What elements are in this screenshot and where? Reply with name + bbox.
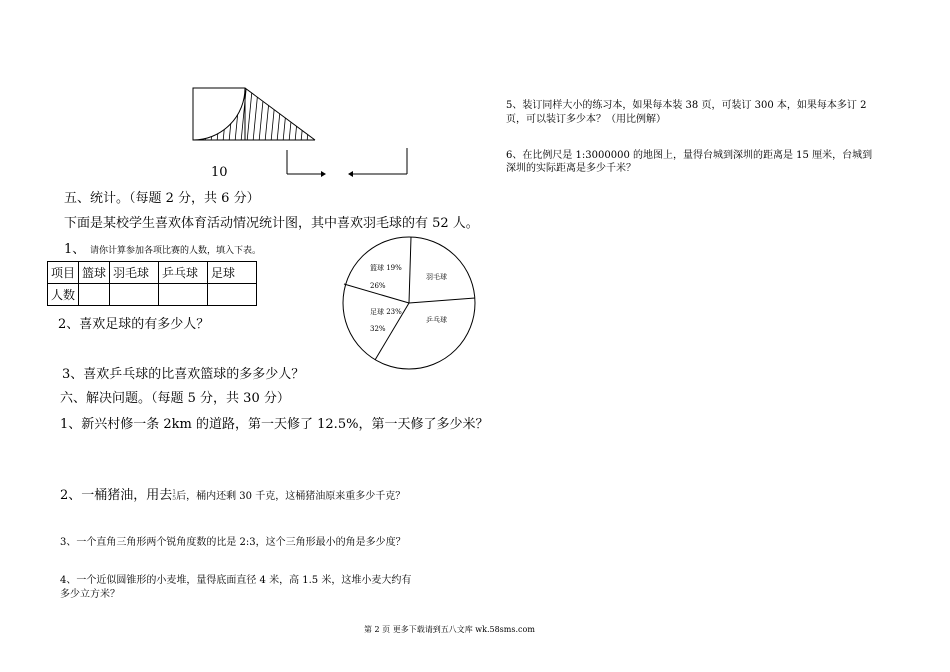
pie-label-32: 32% <box>370 325 386 333</box>
table-header-cell: 篮球 <box>79 262 110 284</box>
problem-4-line-1: 4、一个近似圆锥形的小麦堆，量得底面直径 4 米，高 1.5 米，这堆小麦大约有 <box>60 575 412 586</box>
problem-3: 3、一个直角三角形两个锐角度数的比是 2:3，这个三角形最小的角是多少度？ <box>60 537 406 548</box>
table-row-label: 人数 <box>48 284 79 306</box>
answer-cell-pingpong[interactable] <box>159 284 208 306</box>
problem-2-part-a: 2、一桶猪油，用去 <box>60 488 173 503</box>
quarter-arc <box>193 88 245 140</box>
page-footer: 第 2 页 更多下载请到五八文库 wk.58sms.com <box>364 625 535 634</box>
table-row <box>48 284 257 306</box>
problem-4-line-2: 多少立方米？ <box>60 589 120 600</box>
problem-6-line-2: 深圳的实际距离是多少千米？ <box>506 163 636 174</box>
section5-intro: 下面是某校学生喜欢体育活动情况统计图，其中喜欢羽毛球的有 52 人。 <box>64 216 479 231</box>
table-header-cell: 乒乓球 <box>159 262 208 284</box>
question-1-text: 请你计算参加各项比赛的人数，填入下表。 <box>90 246 262 256</box>
pie-label-26: 26% <box>370 282 386 290</box>
question-3: 3、喜欢乒乓球的比喜欢篮球的多多少人？ <box>62 367 305 382</box>
table-header-cell: 足球 <box>208 262 257 284</box>
pie-label-football: 足球 23% <box>370 308 402 316</box>
question-1-number: 1、 <box>64 242 86 257</box>
pie-divider <box>409 237 411 303</box>
section6-title: 六、解决问题。（每题 5 分，共 30 分） <box>60 391 290 406</box>
problem-1: 1、新兴村修一条 2km 的道路，第一天修了 12.5%，第一天修了多少米？ <box>60 417 489 432</box>
pie-label-basketball: 篮球 19% <box>370 264 402 272</box>
table-header-cell: 羽毛球 <box>110 262 159 284</box>
sports-count-table <box>47 261 257 306</box>
problem-6-line-1: 6、在比例尺是 1:3000000 的地图上，量得台城到深圳的距离是 15 厘米，台城到 <box>506 150 873 161</box>
hatched-region <box>199 80 313 142</box>
answer-cell-badminton[interactable] <box>110 284 159 306</box>
answer-cell-football[interactable] <box>208 284 257 306</box>
square-shape <box>193 88 245 140</box>
pie-divider <box>409 298 475 303</box>
problem-2 <box>60 487 405 505</box>
table-header-cell: 项目 <box>48 262 79 284</box>
pie-chart <box>338 232 483 377</box>
base-label: 10 <box>211 165 228 180</box>
section5-title: 五、统计。（每题 2 分，共 6 分） <box>64 191 260 206</box>
pie-label-badminton: 羽毛球 <box>426 273 447 281</box>
table-row <box>48 262 257 284</box>
fraction-one-fifth: 1 5 <box>172 488 177 502</box>
problem-2-part-b: 后，桶内还剩 30 千克，这桶猪油原来重多少千克？ <box>176 491 406 502</box>
pie-label-pingpong: 乒乓球 <box>426 316 447 324</box>
question-2: 2、喜欢足球的有多少人？ <box>58 317 210 332</box>
problem-5-line-2: 页，可以装订多少本？（用比例解） <box>506 114 666 125</box>
answer-cell-basketball[interactable] <box>79 284 110 306</box>
problem-5-line-1: 5、装订同样大小的练习本，如果每本装 38 页，可装订 300 本，如果每本多订 2 <box>506 100 867 111</box>
